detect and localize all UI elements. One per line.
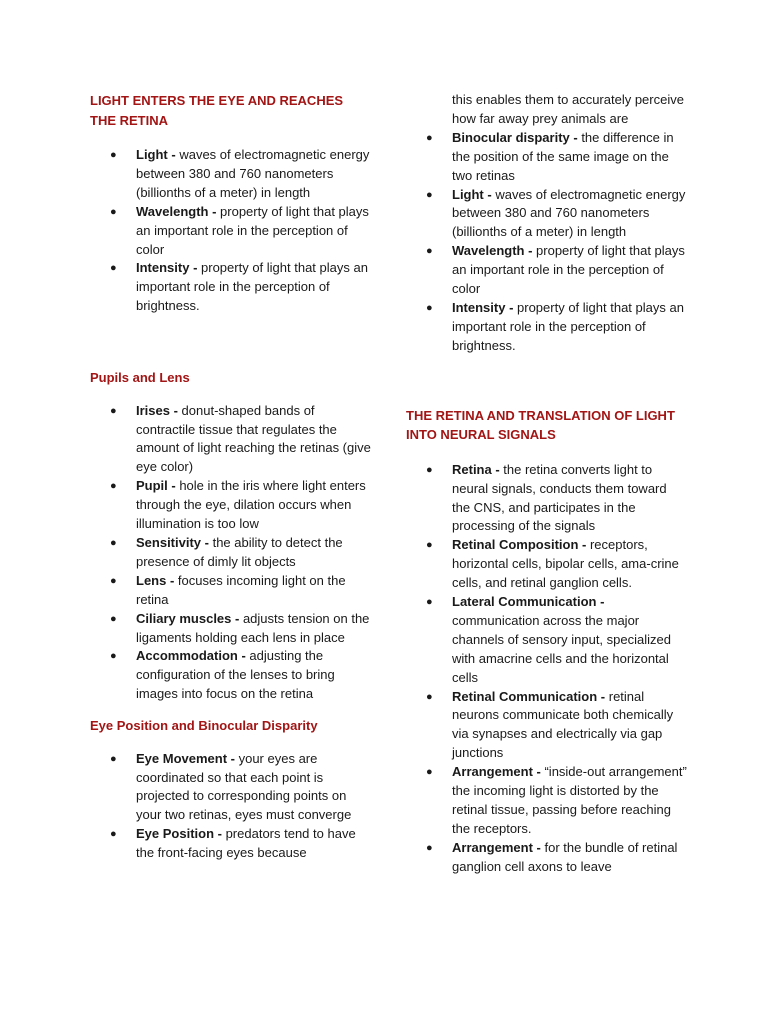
term-label: Intensity - [136, 260, 198, 276]
term-label: Eye Movement - [136, 750, 235, 766]
bullet-list-binocular [406, 129, 688, 356]
bullet-icon: ● [426, 841, 433, 854]
list-item [90, 572, 372, 610]
list-item [90, 146, 372, 203]
list-item [406, 839, 688, 877]
bullet-list-pupils-lens [90, 402, 372, 705]
bullet-list-light-enters [90, 146, 372, 316]
list-item [406, 186, 688, 243]
term-description: receptors, horizontal cells, bipolar cells, ama-crine cells, and retinal ganglion cells. [452, 537, 679, 591]
term-description: adjusting the configuration of the lenses to bring images into focus on the retina [136, 648, 335, 702]
bullet-icon: ● [110, 650, 117, 663]
section-heading-light-enters: LIGHT ENTERS THE EYE AND REACHES THE RETINA [90, 93, 344, 128]
continued-paragraph: this enables them to accurately perceive how far away prey animals are [452, 92, 684, 126]
bullet-icon: ● [426, 188, 433, 201]
term-label: Arrangement - [452, 764, 541, 780]
bullet-icon: ● [426, 463, 433, 476]
bullet-icon: ● [110, 828, 117, 841]
list-item [406, 536, 688, 593]
term-label: Arrangement - [452, 839, 541, 855]
left-column [90, 91, 372, 863]
term-description: focuses incoming light on the retina [136, 572, 346, 607]
term-description: property of light that plays an important role in the perception of brightness. [452, 299, 684, 353]
term-description: donut-shaped bands of contractile tissue that regulates the amount of light reaching the retinas (give eye color) [136, 402, 371, 475]
bullet-list-retina [406, 461, 688, 877]
term-label: Sensitivity - [136, 535, 209, 550]
list-item [406, 763, 688, 839]
list-item [406, 129, 688, 186]
bullet-icon: ● [426, 596, 433, 609]
term-label: Eye Position - [136, 826, 222, 842]
term-label: Accommodation - [136, 648, 246, 664]
bullet-icon: ● [110, 480, 117, 493]
bullet-icon: ● [110, 752, 117, 765]
list-item [90, 259, 372, 316]
section-heading-retina: THE RETINA AND TRANSLATION OF LIGHT INTO NEURAL SIGNALS [406, 407, 675, 443]
term-label: Wavelength - [136, 203, 217, 219]
section-heading-eye-position: Eye Position and Binocular Disparity [90, 718, 318, 734]
list-item [406, 593, 688, 688]
term-label: Retinal Communication - [452, 688, 606, 704]
list-item [406, 461, 688, 537]
bullet-icon: ● [110, 205, 117, 218]
term-label: Intensity - [452, 299, 514, 315]
list-item [406, 688, 688, 764]
term-description: the retina converts light to neural signals, conducts them toward the CNS, and participates in the processing of the signals [452, 461, 667, 534]
term-label: Ciliary muscles - [136, 610, 240, 626]
list-item [90, 610, 372, 648]
bullet-icon: ● [426, 690, 433, 703]
term-description: waves of electromagnetic energy between 380 and 760 nanometers (billionths of a meter) in length [452, 186, 686, 240]
list-item [90, 750, 372, 826]
list-item [406, 299, 688, 356]
bullet-icon: ● [110, 404, 117, 417]
term-description: your eyes are coordinated so that each point is projected to corresponding points on your two retinas, eyes must converge [136, 750, 352, 823]
term-description: the difference in the position of the same image on the two retinas [452, 129, 674, 183]
term-description: property of light that plays an important role in the perception of color [136, 203, 369, 257]
list-item [90, 203, 372, 260]
bullet-icon: ● [426, 301, 433, 314]
list-item [90, 477, 372, 534]
section-heading-pupils-lens: Pupils and Lens [90, 370, 190, 386]
term-label: Binocular disparity - [452, 129, 578, 145]
term-label: Lens - [136, 572, 175, 588]
bullet-icon: ● [110, 149, 117, 161]
term-label: Pupil - [136, 478, 176, 494]
term-description: hole in the iris where light enters through the eye, dilation occurs when illumination is too low [136, 478, 366, 532]
term-description: property of light that plays an important role in the perception of color [452, 243, 685, 297]
bullet-icon: ● [110, 262, 117, 275]
bullet-icon: ● [426, 245, 433, 258]
term-description: “inside-out arrangement” the incoming light is distorted by the retinal tissue, passing before reaching the receptors. [452, 764, 687, 836]
term-description: waves of electromagnetic energy between 380 and 760 nanometers (billionths of a meter) in length [136, 147, 370, 200]
term-label: Retinal Composition - [452, 537, 587, 553]
list-item [90, 825, 372, 863]
term-description: the ability to detect the presence of dimly lit objects [136, 535, 343, 569]
term-label: Light - [136, 147, 176, 162]
term-label: Retina - [452, 461, 500, 477]
term-label: Wavelength - [452, 243, 533, 259]
bullet-icon: ● [426, 131, 433, 144]
list-item [90, 402, 372, 478]
bullet-list-eye-position [90, 750, 372, 863]
term-label: Light - [452, 186, 492, 202]
term-description: predators tend to have the front-facing eyes because [136, 826, 356, 861]
term-description: adjusts tension on the ligaments holding each lens in place [136, 610, 370, 645]
bullet-icon: ● [426, 766, 433, 779]
term-label: Irises - [136, 402, 178, 418]
bullet-icon: ● [110, 574, 117, 587]
bullet-icon: ● [110, 612, 117, 625]
term-description: communication across the major channels of sensory input, specialized with amacrine cells and the horizontal cells [452, 612, 671, 685]
list-item [90, 647, 372, 704]
term-label: Lateral Communication - [452, 594, 605, 610]
right-column [406, 91, 688, 877]
list-item [90, 534, 372, 572]
term-description: for the bundle of retinal ganglion cell axons to leave [452, 839, 678, 874]
bullet-icon: ● [110, 537, 117, 549]
term-description: property of light that plays an important role in the perception of brightness. [136, 260, 368, 314]
term-description: retinal neurons communicate both chemically via synapses and electrically via gap junctions [452, 688, 674, 761]
bullet-icon: ● [426, 539, 433, 552]
list-item [406, 242, 688, 299]
